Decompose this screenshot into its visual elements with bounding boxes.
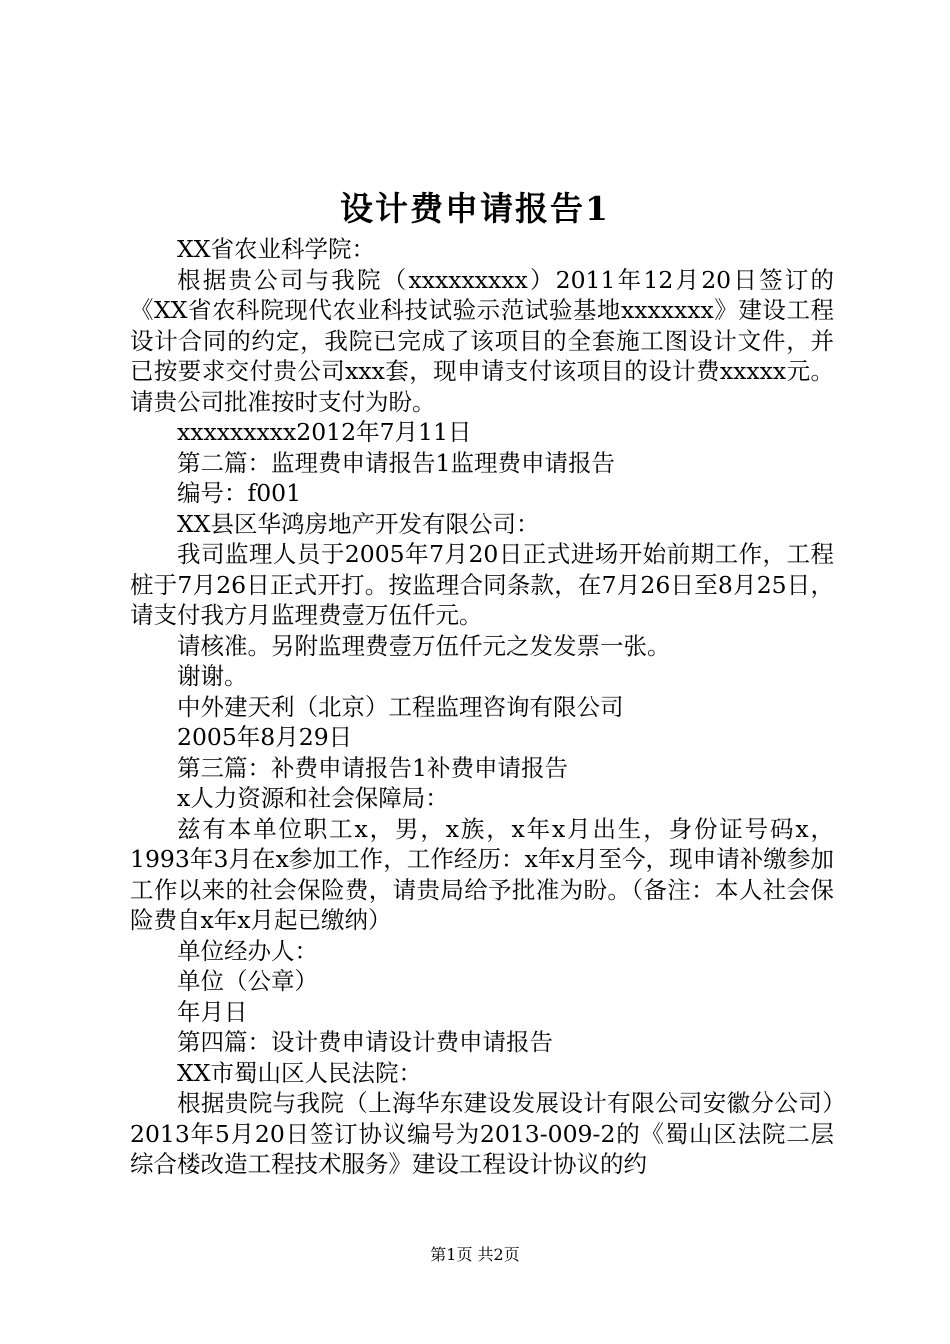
document-body [130,234,834,1180]
paragraph: x人力资源和社会保障局： [177,784,449,812]
paragraph: 第二篇：监理费申请报告1监理费申请报告 [177,448,615,477]
paragraph: 第三篇：补费申请报告1补费申请报告 [177,753,568,782]
paragraph: 年月日 [177,997,248,1026]
paragraph: 请核准。另附监理费壹万伍仟元之发发票一张。 [177,631,671,660]
paragraph: XX省农业科学院： [177,235,375,263]
paragraph: 我司监理人员于2005年7月20日正式进场开始前期工作，工程桩于7月26日正式开打。按监理合同条款，在7月26日至8月25日，请支付我方月监理费壹万伍仟元。 [130,540,834,629]
paragraph: xxxxxxxxx2012年7月11日 [177,418,472,446]
paragraph: XX市蜀山区人民法院： [177,1058,422,1087]
paragraph: 中外建天利（北京）工程监理咨询有限公司 [177,692,624,721]
paragraph: 编号：f001 [177,479,302,507]
paragraph: 单位（公章） [177,967,318,995]
document-title: 设计费申请报告1 [340,189,610,228]
paragraph: 2005年8月29日 [177,723,353,751]
paragraph: 第四篇：设计费申请设计费申请报告 [177,1028,553,1056]
paragraph: 根据贵公司与我院（xxxxxxxxx）2011年12月20日签订的《XX省农科院现代农业科技试验示范试验基地xxxxxxx》建设工程设计合同的约定，我院已完成了该项目的全套施工图设计文件，并已按要求交付贵公司xxx套，现申请支付该项目的设计费xxxxx元。请贵公司批准按时支付为盼。 [130,265,834,416]
paragraph: 单位经办人： [177,936,318,965]
paragraph: 谢谢。 [177,662,248,690]
page-footer: 第1页 共2页 [430,1245,520,1264]
paragraph: XX县区华鸿房地产开发有限公司： [177,509,540,538]
paragraph: 兹有本单位职工x，男，x族，x年x月出生，身份证号码x，1993年3月在x参加工作，工作经历：x年x月至今，现申请补缴参加工作以来的社会保险费，请贵局给予批准为盼。（备注：本人社会保险费自x年x月起已缴纳） [130,814,834,934]
paragraph: 根据贵院与我院（上海华东建设发展设计有限公司安徽分公司）2013年5月20日签订协议编号为2013-009-2的《蜀山区法院二层综合楼改造工程技术服务》建设工程设计协议的约 [130,1089,834,1178]
